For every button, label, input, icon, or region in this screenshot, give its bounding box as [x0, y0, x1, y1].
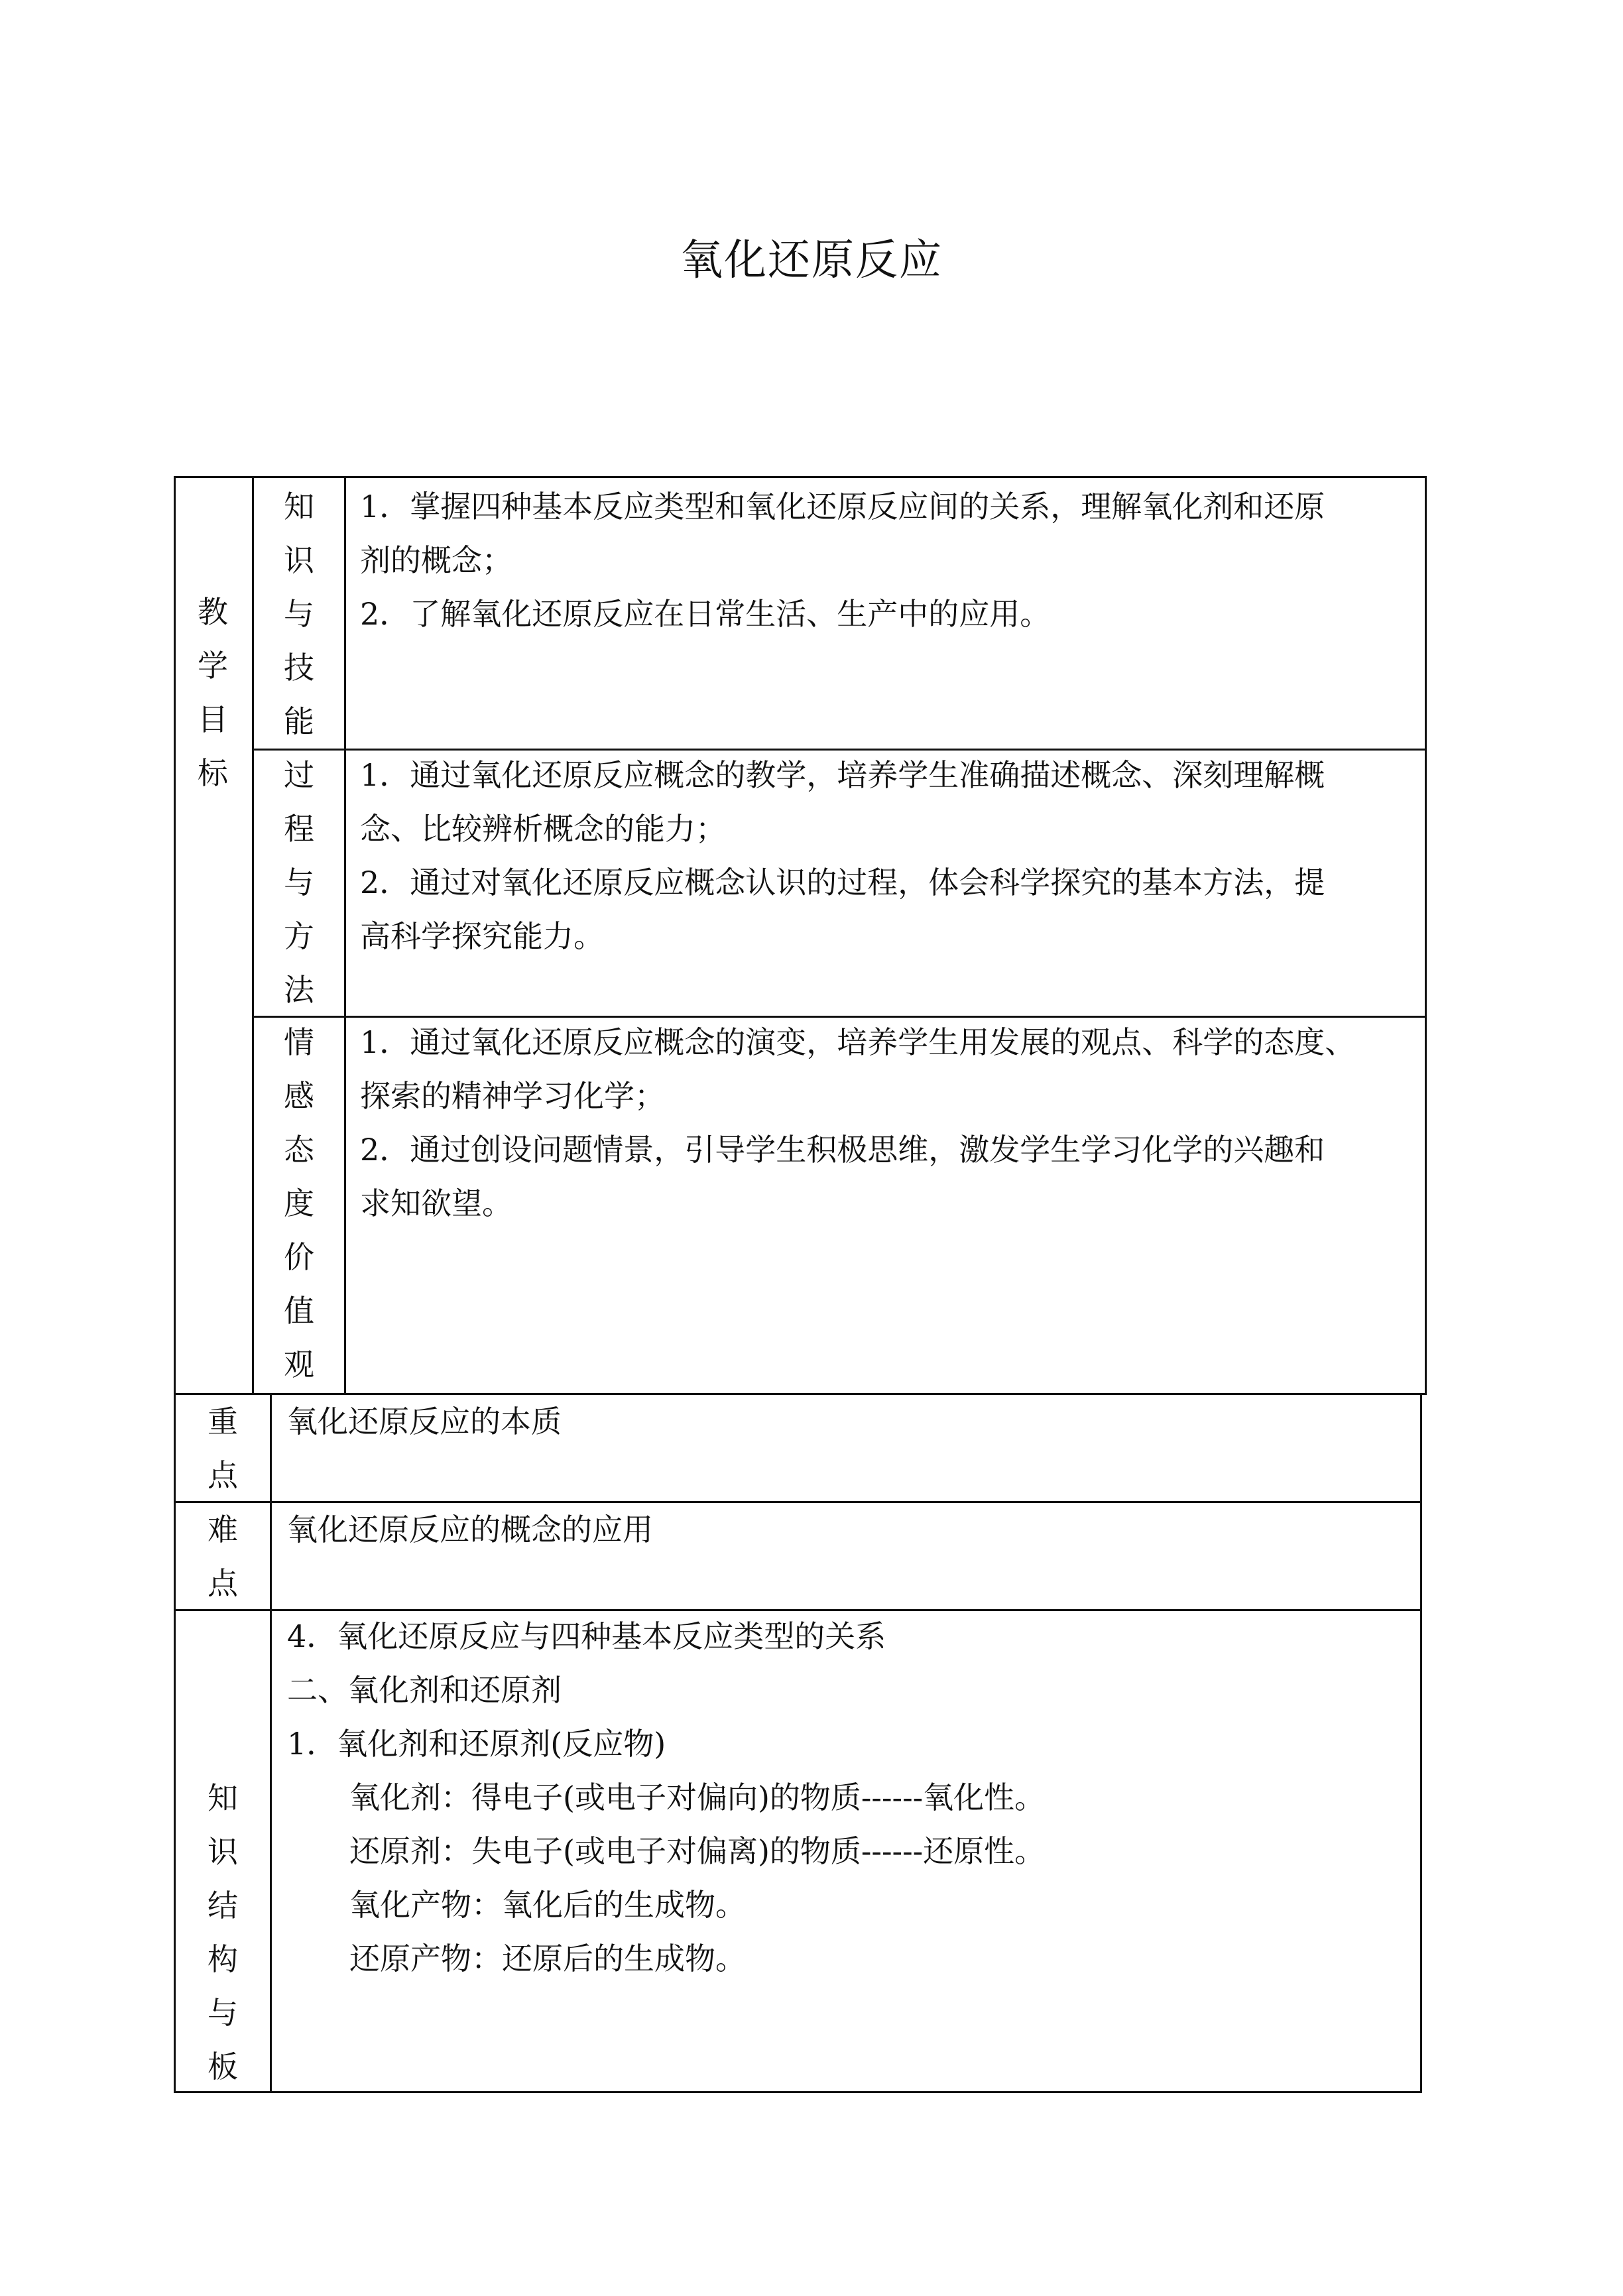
- key-point-label: [174, 1395, 272, 1502]
- section-label-char: 能: [284, 703, 314, 739]
- text-line: 念、比较辨析概念的能力；: [360, 811, 726, 847]
- text-line: 氧化还原反应的概念的应用: [287, 1512, 653, 1547]
- goals-section-2-label: [252, 749, 346, 1017]
- text-line: 高科学探究能力。: [360, 918, 604, 954]
- structure-label-char: 结: [208, 1888, 238, 1923]
- section-label-char: 与: [284, 596, 314, 632]
- difficulty-label: [174, 1503, 272, 1610]
- definition-line: 还原剂：失电子(或电子对偏离)的物质------还原性。: [349, 1833, 1046, 1869]
- section-label-char: 观: [284, 1347, 314, 1382]
- text-line: 2．通过创设问题情景，引导学生积极思维，激发学生学习化学的兴趣和: [360, 1132, 1325, 1168]
- goals-section-1-label: [252, 480, 346, 749]
- section-label-char: 程: [284, 811, 314, 847]
- goals-label-char: 目: [198, 701, 228, 737]
- page-title: 氧化还原反应: [680, 236, 943, 285]
- goals-label-char: 标: [198, 755, 228, 791]
- definition-line: 氧化剂：得电子(或电子对偏向)的物质------氧化性。: [349, 1780, 1046, 1815]
- text-line: 2．了解氧化还原反应在日常生活、生产中的应用。: [360, 596, 1051, 632]
- key-point-text: [287, 1395, 562, 1449]
- structure-text: [287, 1610, 1045, 1986]
- goals-section-3-text: [360, 1016, 1355, 1231]
- section-label-char: 与: [284, 865, 314, 900]
- section-label-char: 值: [284, 1293, 314, 1329]
- text-line: 探索的精神学习化学；: [360, 1078, 665, 1114]
- text-line: 氧化还原反应的本质: [287, 1404, 562, 1439]
- structure-label-char: 与: [208, 1995, 238, 2031]
- section-label-char: 态: [284, 1132, 314, 1168]
- section-label-char: 技: [284, 650, 314, 686]
- section-label-char: 过: [284, 757, 314, 793]
- goals-label-char: 教: [198, 594, 228, 630]
- definition-line: 还原产物：还原后的生成物。: [349, 1941, 746, 1976]
- goals-label-char: 学: [198, 648, 228, 684]
- definition-line: 氧化产物：氧化后的生成物。: [349, 1887, 746, 1923]
- difficulty-text: [287, 1503, 653, 1557]
- difficulty-label-char: 点: [208, 1565, 238, 1601]
- goals-section-2-text: [360, 749, 1325, 963]
- structure-label-char: 知: [208, 1780, 238, 1816]
- section-label-char: 情: [284, 1024, 314, 1060]
- text-line: 1．氧化剂和还原剂(反应物): [287, 1726, 666, 1762]
- goals-section-3-label: [252, 1016, 346, 1392]
- structure-label-char: 板: [208, 2049, 238, 2085]
- text-line: 二、氧化剂和还原剂: [287, 1672, 562, 1708]
- goals-section-1-text: [360, 480, 1325, 641]
- text-line: 求知欲望。: [360, 1185, 512, 1221]
- key-point-label-char: 点: [208, 1457, 238, 1493]
- text-line: 剂的概念；: [360, 542, 512, 578]
- goals-label: [174, 585, 252, 800]
- text-line: 1．掌握四种基本反应类型和氧化还原反应间的关系，理解氧化剂和还原: [360, 489, 1325, 524]
- section-label-char: 方: [284, 918, 314, 954]
- structure-label-char: 构: [208, 1941, 238, 1977]
- section-label-char: 度: [284, 1185, 314, 1221]
- section-label-char: 法: [284, 972, 314, 1008]
- section-label-char: 知: [284, 489, 314, 524]
- text-line: 1．通过氧化还原反应概念的演变，培养学生用发展的观点、科学的态度、: [360, 1024, 1356, 1060]
- text-line: 1．通过氧化还原反应概念的教学，培养学生准确描述概念、深刻理解概: [360, 757, 1325, 793]
- section-label-char: 识: [284, 542, 314, 578]
- section-label-char: 感: [284, 1078, 314, 1114]
- text-line: 2．通过对氧化还原反应概念认识的过程，体会科学探究的基本方法，提: [360, 865, 1325, 900]
- difficulty-label-char: 难: [208, 1512, 238, 1547]
- text-line: 4．氧化还原反应与四种基本反应类型的关系: [287, 1618, 886, 1654]
- structure-label-char: 识: [208, 1834, 238, 1870]
- structure-label: [174, 1772, 272, 2094]
- section-label-char: 价: [284, 1239, 314, 1275]
- key-point-label-char: 重: [208, 1404, 238, 1439]
